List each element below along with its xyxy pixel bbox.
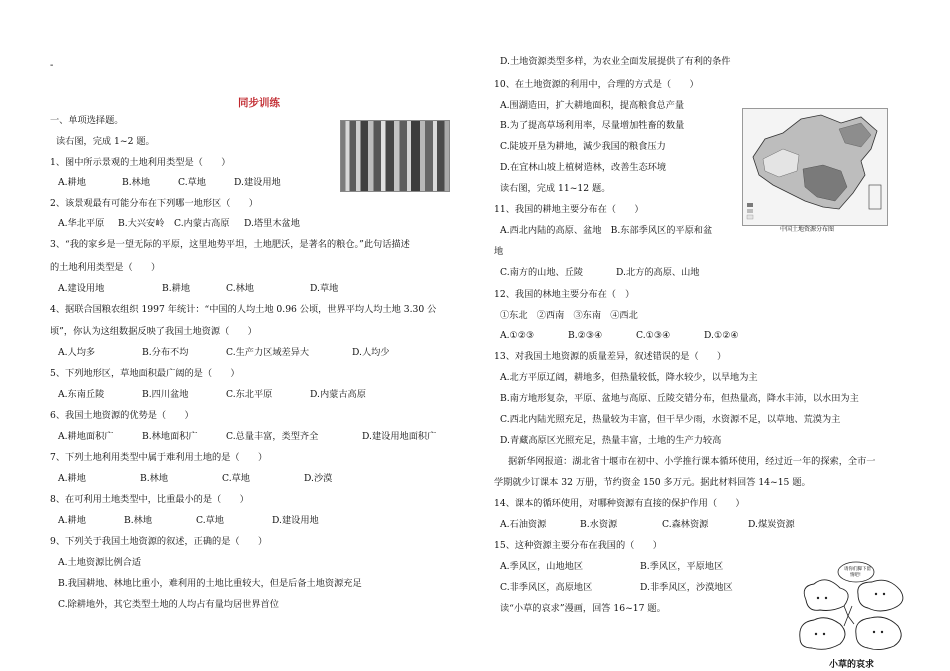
q11-options-ab-cont: 地 <box>494 246 504 257</box>
q4-option-b: B.分布不均 <box>142 347 189 358</box>
intro-11-12: 读右图，完成 11~12 题。 <box>500 183 611 194</box>
q12-options <box>500 330 739 341</box>
q9-option-c: C.除耕地外，其它类型土地的人均占有量均居世界首位 <box>58 599 279 610</box>
q12-option-c: C.①③④ <box>636 330 671 341</box>
q4-option-a: A.人均多 <box>58 347 96 358</box>
q9-option-d: D.土地资源类型多样，为农业全面发展提供了有利的条件 <box>500 56 731 67</box>
q5-option-a: A.东南丘陵 <box>58 389 105 400</box>
q2-option-c: C.内蒙古高原 <box>174 218 230 229</box>
news-line-1: 据新华网报道：湖北省十堰市在初中、小学推行课本循环使用，经过近一年的探索，全市一 <box>508 456 876 467</box>
q10-option-c: C.陡坡开垦为耕地，減少我国的粮食压力 <box>500 141 666 152</box>
q1-options <box>58 177 281 188</box>
q9-option-a: A.土地资源比例合适 <box>58 557 142 568</box>
page-title: 同步训练 <box>238 97 280 109</box>
q9-option-b: B.我国耕地、林地比重小，难利用的土地比重较大，但是后备土地资源充足 <box>58 578 362 589</box>
q12-items: ①东北 ②西南 ③东南 ④西北 <box>500 310 638 321</box>
q4-option-d: D.人均少 <box>352 347 390 358</box>
q1-option-c: C.草地 <box>178 177 206 188</box>
q3-option-d: D.草地 <box>310 283 339 294</box>
q12-option-a: A.①②③ <box>500 330 535 341</box>
q4-option-c: C.生产力区域差异大 <box>226 347 310 358</box>
q2-options <box>58 218 300 229</box>
question-15: 15、这种资源主要分布在我国的（ ） <box>494 540 662 551</box>
question-3-line1: 3、“我的家乡是一望无际的平原，这里地势平坦，土地肥沃，是著名的粮仓。”此句话描述 <box>50 239 410 250</box>
question-3-line2: 的土地利用类型是（ ） <box>50 262 161 273</box>
q5-option-d: D.内蒙古高原 <box>310 389 366 400</box>
q13-option-b: B.南方地形复杂，平原、盆地与高原、丘陵交错分布，但热量高，降水丰沛，以水田为主 <box>500 393 859 404</box>
q15-option-d: D.非季风区，沙漠地区 <box>640 582 733 593</box>
question-13: 13、对我国土地资源的质量差异，叙述错误的是（ ） <box>494 351 727 362</box>
q7-option-c: C.草地 <box>222 473 250 484</box>
question-8: 8、在可利用土地类型中，比重最小的是（ ） <box>50 494 249 505</box>
q6-option-b: B.林地面积广 <box>142 431 198 442</box>
q12-option-b: B.②③④ <box>568 330 603 341</box>
header-mark: - <box>50 60 54 71</box>
question-6: 6、我国土地资源的优势是（ ） <box>50 410 194 421</box>
grass-cartoon <box>796 560 910 658</box>
question-14: 14、课本的循环使用，对哪种资源有直接的保护作用（ ） <box>494 498 745 509</box>
q1-option-a: A.耕地 <box>58 177 86 188</box>
question-2: 2、该景观最有可能分布在下列哪一地形区（ ） <box>50 198 258 209</box>
intro-1-2: 读右图，完成 1~2 题。 <box>56 136 155 147</box>
q7-option-d: D.沙漠 <box>304 473 333 484</box>
q2-option-d: D.塔里木盆地 <box>244 218 300 229</box>
q6-option-c: C.总量丰富，类型齐全 <box>226 431 319 442</box>
q5-option-c: C.东北平原 <box>226 389 273 400</box>
q14-option-c: C.森林资源 <box>662 519 709 530</box>
q13-option-a: A.北方平原辽阔，耕地多，但热量较低，降水较少，以旱地为主 <box>500 372 758 383</box>
q15-option-a: A.季风区，山地地区 <box>500 561 584 572</box>
q8-options <box>58 515 319 526</box>
q14-option-b: B.水资源 <box>580 519 618 530</box>
q8-option-b: B.林地 <box>124 515 153 526</box>
q1-option-d: D.建设用地 <box>234 177 281 188</box>
map-caption: 中国土地资源分布图 <box>780 226 835 233</box>
q3-option-b: B.耕地 <box>162 283 191 294</box>
q15-option-b: B.季风区，平原地区 <box>640 561 724 572</box>
q7-option-b: B.林地 <box>140 473 169 484</box>
q3-option-a: A.建设用地 <box>58 283 105 294</box>
cartoon-bubble-line2: 情吧! <box>850 573 861 578</box>
q3-options <box>58 283 338 294</box>
q14-option-d: D.煤炭资源 <box>748 519 795 530</box>
question-10: 10、在土地资源的利用中，合理的方式是（ ） <box>494 79 699 90</box>
q13-option-c: C.西北内陆光照充足，热量较为丰富，但干旱少雨，水资源不足，以草地、荒漠为主 <box>500 414 841 425</box>
cartoon-bubble-line1: 请你们脚下留 <box>844 567 871 572</box>
q6-option-d: D.建设用地面积广 <box>362 431 437 442</box>
section-heading: 一、单项选择题。 <box>50 115 124 126</box>
forest-photo <box>340 120 450 192</box>
intro-16-17: 读“小草的哀求”漫画，回答 16~17 题。 <box>500 603 666 614</box>
question-7: 7、下列土地利用类型中属于难利用土地的是（ ） <box>50 452 268 463</box>
q5-option-b: B.四川盆地 <box>142 389 189 400</box>
q6-options <box>58 431 436 442</box>
question-9: 9、下列关于我国土地资源的叙述，正确的是（ ） <box>50 536 268 547</box>
q7-options <box>58 473 332 484</box>
q10-option-b: B.为了提高草场利用率，尽量增加牲畜的数量 <box>500 120 685 131</box>
q6-option-a: A.耕地面积广 <box>58 431 114 442</box>
q8-option-c: C.草地 <box>196 515 224 526</box>
q14-options <box>500 519 795 530</box>
question-5: 5、下列地形区，草地面积最广阔的是（ ） <box>50 368 240 379</box>
q3-option-c: C.林地 <box>226 283 254 294</box>
question-12: 12、我国的林地主要分布在（ ） <box>494 289 635 300</box>
q4-options <box>58 347 390 358</box>
q2-option-a: A.华北平原 <box>58 218 105 229</box>
cartoon-title: 小草的哀求 <box>829 660 875 670</box>
q8-option-a: A.耕地 <box>58 515 86 526</box>
q11-option-d: D.北方的高原、山地 <box>616 267 700 278</box>
question-1: 1、图中所示景观的土地利用类型是（ ） <box>50 157 231 168</box>
q10-option-d: D.在宜林山坡上植树造林，改善生态环境 <box>500 162 667 173</box>
q8-option-d: D.建设用地 <box>272 515 319 526</box>
news-line-2: 学期就少订课本 32 万册，节约资金 150 多万元。据此材料回答 14~15 题。 <box>494 477 811 488</box>
q11-options-cd <box>500 267 699 278</box>
question-11: 11、我国的耕地主要分布在（ ） <box>494 204 644 215</box>
q5-options <box>58 389 366 400</box>
q15-options-ab <box>500 561 723 572</box>
q11-options-ab: A.西北内陆的高原、盆地 B.东部季风区的平原和盆 <box>500 225 713 236</box>
q15-option-c: C.非季风区，高原地区 <box>500 582 593 593</box>
q7-option-a: A.耕地 <box>58 473 86 484</box>
q1-option-b: B.林地 <box>122 177 151 188</box>
question-4-line2: 顷”，你认为这组数据反映了我国土地资源（ ） <box>50 326 257 337</box>
china-land-map <box>742 108 888 226</box>
q14-option-a: A.石油资源 <box>500 519 547 530</box>
question-4-line1: 4、据联合国粮农组织 1997 年统计：“中国的人均土地 0.96 公顷，世界平均人均土地 3.30 公 <box>50 304 437 315</box>
q10-option-a: A.围湖造田，扩大耕地面积，提高粮食总产量 <box>500 100 685 111</box>
q13-option-d: D.青藏高原区光照充足，热量丰富，土地的生产力较高 <box>500 435 722 446</box>
q11-option-c: C.南方的山地、丘陵 <box>500 267 584 278</box>
q15-options-cd <box>500 582 733 593</box>
q12-option-d: D.①②④ <box>704 330 739 341</box>
q2-option-b: B.大兴安岭 <box>118 218 165 229</box>
